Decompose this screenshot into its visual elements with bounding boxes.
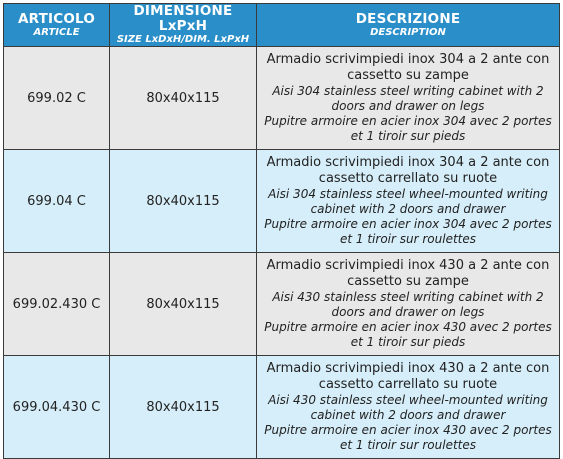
description-french: Pupitre armoire en acier inox 430 avec 2 portes et 1 tiroir sur roulettes bbox=[264, 423, 552, 452]
dimensions: 80x40x115 bbox=[110, 150, 257, 253]
header-description-label: DESCRIPTION bbox=[370, 26, 446, 38]
description-english: Aisi 304 stainless steel wheel-mounted writing cabinet with 2 doors and drawer bbox=[268, 187, 548, 216]
table-row bbox=[4, 150, 560, 253]
product-table bbox=[3, 3, 560, 459]
header-descrizione-label: DESCRIZIONE bbox=[355, 10, 461, 27]
header-dimensione-label: DIMENSIONE LxPxH bbox=[133, 3, 233, 34]
header-articolo bbox=[4, 4, 110, 47]
description-french: Pupitre armoire en acier inox 304 avec 2 portes et 1 tiroir sur pieds bbox=[264, 114, 552, 143]
dimensions: 80x40x115 bbox=[110, 356, 257, 459]
header-articolo-label: ARTICOLO bbox=[17, 10, 96, 27]
article-code: 699.02.430 C bbox=[4, 253, 110, 356]
description-italian: Armadio scrivimpiedi inox 430 a 2 ante con cassetto su zampe bbox=[266, 258, 550, 289]
header-descrizione bbox=[257, 4, 560, 47]
description-cell bbox=[257, 356, 560, 459]
article-code: 699.02 C bbox=[4, 47, 110, 150]
table-header-row bbox=[4, 4, 560, 47]
description-cell bbox=[257, 150, 560, 253]
table-row bbox=[4, 47, 560, 150]
description-french: Pupitre armoire en acier inox 304 avec 2 portes et 1 tiroir sur roulettes bbox=[264, 217, 552, 246]
description-italian: Armadio scrivimpiedi inox 430 a 2 ante con cassetto carrellato su ruote bbox=[266, 361, 550, 392]
article-code: 699.04 C bbox=[4, 150, 110, 253]
header-article-label: ARTICLE bbox=[33, 26, 80, 38]
article-code: 699.04.430 C bbox=[4, 356, 110, 459]
description-english: Aisi 430 stainless steel wheel-mounted writing cabinet with 2 doors and drawer bbox=[268, 393, 548, 422]
description-french: Pupitre armoire en acier inox 430 avec 2 portes et 1 tiroir sur pieds bbox=[264, 320, 552, 349]
description-italian: Armadio scrivimpiedi inox 304 a 2 ante con cassetto carrellato su ruote bbox=[266, 155, 550, 186]
dimensions: 80x40x115 bbox=[110, 253, 257, 356]
table-row bbox=[4, 253, 560, 356]
header-dimensione bbox=[110, 4, 257, 47]
dimensions: 80x40x115 bbox=[110, 47, 257, 150]
description-english: Aisi 430 stainless steel writing cabinet with 2 doors and drawer on legs bbox=[272, 290, 544, 319]
description-english: Aisi 304 stainless steel writing cabinet with 2 doors and drawer on legs bbox=[272, 84, 544, 113]
header-size-label: SIZE LxDxH/DIM. LxPxH bbox=[116, 34, 250, 45]
table-row bbox=[4, 356, 560, 459]
description-italian: Armadio scrivimpiedi inox 304 a 2 ante con cassetto su zampe bbox=[266, 52, 550, 83]
description-cell bbox=[257, 253, 560, 356]
description-cell bbox=[257, 47, 560, 150]
